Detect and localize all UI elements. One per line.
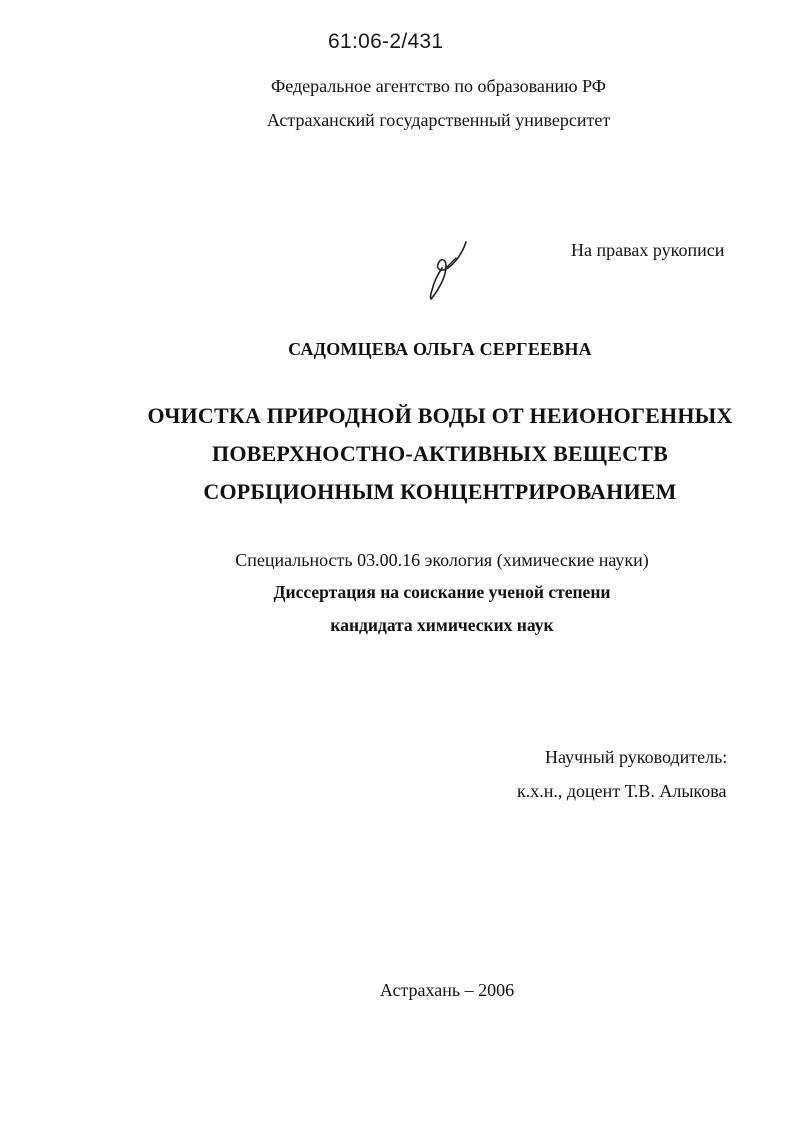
dissertation-line-2: кандидата химических наук xyxy=(330,615,554,635)
title-line-1: ОЧИСТКА ПРИРОДНОЙ ВОДЫ ОТ НЕИОНОГЕННЫХ xyxy=(147,403,733,428)
supervisor-name: к.х.н., доцент Т.В. Алыкова xyxy=(517,781,727,801)
dissertation-line-1: Диссертация на соискание ученой степени xyxy=(273,582,611,602)
title-line-2: ПОВЕРХНОСТНО-АКТИВНЫХ ВЕЩЕСТВ xyxy=(212,441,668,466)
supervisor-label: Научный руководитель: xyxy=(545,747,728,767)
catalog-number: 61:06-2/431 xyxy=(328,30,444,53)
handwritten-signature xyxy=(422,240,474,304)
agency-name: Федеральное агентство по образованию РФ xyxy=(270,76,607,96)
city-year: Астрахань – 2006 xyxy=(379,980,515,1000)
author-name: САДОМЦЕВА ОЛЬГА СЕРГЕЕВНА xyxy=(288,339,592,359)
rights-note: На правах рукописи xyxy=(571,240,725,260)
specialty: Специальность 03.00.16 экология (химические науки) xyxy=(235,550,649,570)
university-name: Астраханский государственный университет xyxy=(266,110,611,130)
title-line-3: СОРБЦИОННЫМ КОНЦЕНТРИРОВАНИЕМ xyxy=(203,479,677,504)
